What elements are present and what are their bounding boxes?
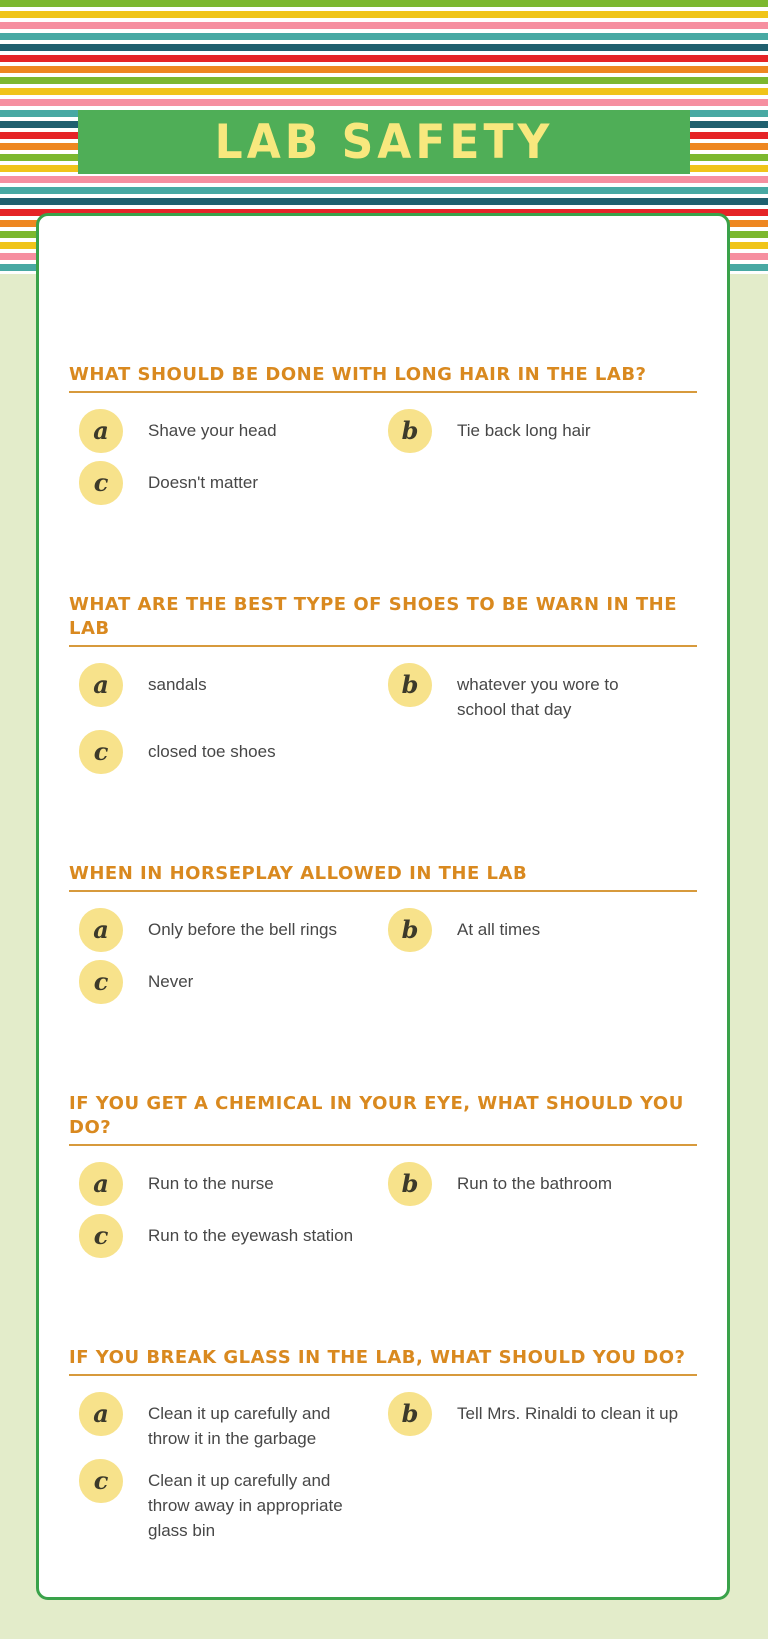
option-label [457,1171,612,1196]
option-label-line: Shave your head [148,421,277,440]
option-label-line: closed toe shoes [148,742,276,761]
question-section-2 [69,593,697,774]
option-label-line: Tie back long hair [457,421,591,440]
question-title-line: IF YOU GET A CHEMICAL IN YOUR EYE, WHAT SHOULD YOU [69,1093,684,1114]
answer-option-b[interactable] [388,908,697,952]
option-letter-badge[interactable]: c [79,960,123,1004]
option-letter-badge[interactable]: c [79,1214,123,1258]
option-label-line: glass bin [148,1521,216,1540]
question-title-line: DO? [69,1117,112,1138]
question-title-line: WHAT ARE THE BEST TYPE OF SHOES TO BE WARN IN THE [69,594,678,615]
question-title [69,1346,697,1370]
option-letter-badge[interactable]: a [79,663,123,707]
title-banner [78,110,690,174]
option-label-line: throw it in the garbage [148,1429,317,1448]
options-grid [79,908,697,1004]
option-letter-badge[interactable]: b [388,1392,432,1436]
question-title-line: WHAT SHOULD BE DONE WITH LONG HAIR IN THE LAB? [69,364,647,385]
option-label-line: Run to the nurse [148,1174,274,1193]
question-title [69,1092,697,1140]
option-letter-badge[interactable]: a [79,1162,123,1206]
option-label-line: Clean it up carefully and [148,1471,331,1490]
question-title-line: LAB [69,618,110,639]
option-label [148,1223,353,1248]
option-label-line: Never [148,972,194,991]
question-divider [69,1374,697,1376]
options-grid [79,409,697,505]
option-label-line: Run to the eyewash station [148,1226,354,1245]
question-divider [69,890,697,892]
option-label [457,672,619,722]
option-letter-badge[interactable]: b [388,908,432,952]
option-label [148,1171,274,1196]
option-letter-badge[interactable]: b [388,409,432,453]
question-title [69,862,697,886]
option-letter-badge[interactable]: a [79,1392,123,1436]
answer-option-b[interactable] [388,409,697,453]
answer-option-c[interactable] [79,960,388,1004]
option-label [457,917,540,942]
option-label-line: throw away in appropriate [148,1496,343,1515]
option-label [148,739,276,764]
option-label [148,1468,343,1543]
answer-option-b[interactable] [388,1162,697,1206]
option-label-line: sandals [148,675,207,694]
question-divider [69,645,697,647]
option-label [148,470,258,495]
question-section-4 [69,1092,697,1258]
option-letter-badge[interactable]: a [79,409,123,453]
question-divider [69,391,697,393]
option-letter-badge[interactable]: c [79,461,123,505]
option-label [148,672,207,697]
question-section-5 [69,1346,697,1543]
page-title: LAB SAFETY [214,114,554,170]
question-section-1 [69,363,697,505]
answer-option-b[interactable] [388,663,697,722]
option-label-line: At all times [457,920,541,939]
answer-option-c[interactable] [79,1214,388,1258]
answer-option-c[interactable] [79,461,388,505]
option-label-line: Tell Mrs. Rinaldi to clean it up [457,1404,679,1423]
option-label [457,1401,678,1426]
option-label-line: Clean it up carefully and [148,1404,331,1423]
option-label-line: school that day [457,700,572,719]
question-title [69,363,697,387]
option-letter-badge[interactable]: b [388,1162,432,1206]
option-label [148,1401,330,1451]
options-grid [79,1392,697,1543]
question-title-line: WHEN IN HORSEPLAY ALLOWED IN THE LAB [69,863,528,884]
answer-option-c[interactable] [79,730,388,774]
option-letter-badge[interactable]: c [79,1459,123,1503]
option-label-line: Only before the bell rings [148,920,337,939]
option-label [148,917,337,942]
question-section-3 [69,862,697,1004]
answer-option-a[interactable] [79,1392,388,1451]
option-label [148,418,277,443]
question-title [69,593,697,641]
option-label-line: Run to the bathroom [457,1174,612,1193]
quiz-card [36,213,730,1600]
options-grid [79,1162,697,1258]
answer-option-a[interactable] [79,409,388,453]
option-label [457,418,591,443]
option-letter-badge[interactable]: c [79,730,123,774]
option-letter-badge[interactable]: b [388,663,432,707]
question-title-line: IF YOU BREAK GLASS IN THE LAB, WHAT SHOULD YOU DO? [69,1347,686,1368]
answer-option-c[interactable] [79,1459,388,1543]
answer-option-a[interactable] [79,1162,388,1206]
question-divider [69,1144,697,1146]
answer-option-a[interactable] [79,908,388,952]
answer-option-a[interactable] [79,663,388,722]
options-grid [79,663,697,774]
option-label-line: Doesn't matter [148,473,259,492]
option-label [148,969,193,994]
option-label-line: whatever you wore to [457,675,619,694]
answer-option-b[interactable] [388,1392,697,1451]
option-letter-badge[interactable]: a [79,908,123,952]
